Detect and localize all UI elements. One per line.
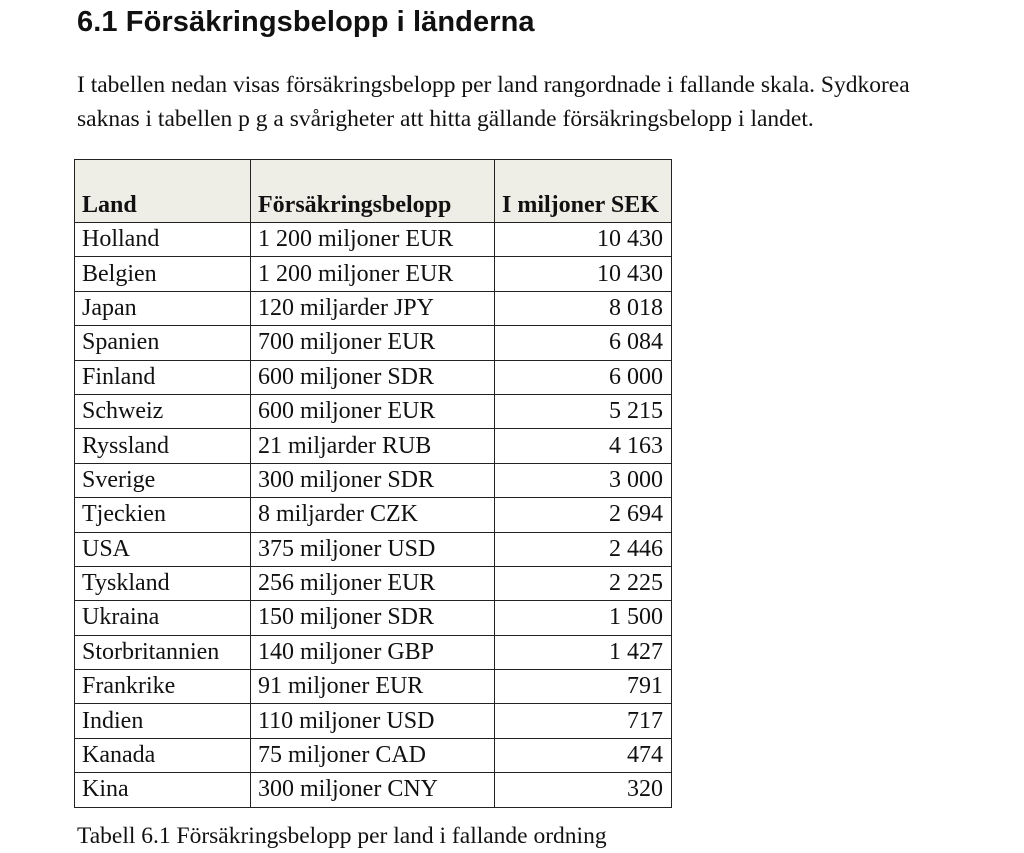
intro-line: saknas i tabellen p g a svårigheter att hitta gällande försäkringsbelopp i landet. (77, 106, 814, 132)
cell-amount: 300 miljoner CNY (251, 773, 495, 807)
cell-sek: 10 430 (495, 223, 672, 257)
cell-amount: 91 miljoner EUR (251, 670, 495, 704)
table-row (75, 738, 672, 772)
table-header-row (75, 160, 672, 223)
intro-paragraph (77, 68, 1022, 136)
cell-amount: 120 miljarder JPY (251, 291, 495, 325)
cell-sek: 2 225 (495, 566, 672, 600)
cell-amount: 8 miljarder CZK (251, 498, 495, 532)
cell-amount: 256 miljoner EUR (251, 566, 495, 600)
cell-amount: 600 miljoner SDR (251, 360, 495, 394)
cell-land: Ryssland (75, 429, 251, 463)
cell-amount: 300 miljoner SDR (251, 463, 495, 497)
table-row (75, 601, 672, 635)
cell-sek: 10 430 (495, 257, 672, 291)
table-row (75, 635, 672, 669)
table-row (75, 394, 672, 428)
table-row (75, 670, 672, 704)
cell-sek: 6 084 (495, 326, 672, 360)
table-row (75, 291, 672, 325)
cell-sek: 2 446 (495, 532, 672, 566)
cell-sek: 474 (495, 738, 672, 772)
cell-amount: 75 miljoner CAD (251, 738, 495, 772)
cell-sek: 791 (495, 670, 672, 704)
cell-sek: 717 (495, 704, 672, 738)
column-header-sek: I miljoner SEK (495, 160, 672, 223)
cell-land: Kina (75, 773, 251, 807)
cell-sek: 1 500 (495, 601, 672, 635)
cell-land: Schweiz (75, 394, 251, 428)
cell-amount: 110 miljoner USD (251, 704, 495, 738)
insurance-table (74, 159, 672, 808)
cell-amount: 140 miljoner GBP (251, 635, 495, 669)
cell-land: Finland (75, 360, 251, 394)
cell-amount: 375 miljoner USD (251, 532, 495, 566)
section-heading: 6.1 Försäkringsbelopp i länderna (77, 6, 535, 38)
cell-sek: 3 000 (495, 463, 672, 497)
cell-sek: 5 215 (495, 394, 672, 428)
table-body (75, 223, 672, 808)
cell-amount: 1 200 miljoner EUR (251, 257, 495, 291)
table-row (75, 463, 672, 497)
table-row (75, 704, 672, 738)
cell-land: Storbritannien (75, 635, 251, 669)
cell-amount: 150 miljoner SDR (251, 601, 495, 635)
cell-land: USA (75, 532, 251, 566)
table-row (75, 223, 672, 257)
table-row (75, 532, 672, 566)
cell-land: Frankrike (75, 670, 251, 704)
cell-sek: 8 018 (495, 291, 672, 325)
cell-land: Ukraina (75, 601, 251, 635)
cell-land: Holland (75, 223, 251, 257)
cell-land: Tjeckien (75, 498, 251, 532)
cell-amount: 600 miljoner EUR (251, 394, 495, 428)
cell-amount: 700 miljoner EUR (251, 326, 495, 360)
cell-land: Kanada (75, 738, 251, 772)
table-row (75, 257, 672, 291)
column-header-land: Land (75, 160, 251, 223)
cell-land: Japan (75, 291, 251, 325)
cell-sek: 2 694 (495, 498, 672, 532)
cell-sek: 6 000 (495, 360, 672, 394)
table-row (75, 326, 672, 360)
cell-sek: 320 (495, 773, 672, 807)
table-row (75, 360, 672, 394)
cell-sek: 4 163 (495, 429, 672, 463)
cell-land: Spanien (75, 326, 251, 360)
cell-land: Indien (75, 704, 251, 738)
cell-land: Belgien (75, 257, 251, 291)
table-caption: Tabell 6.1 Försäkringsbelopp per land i fallande ordning (77, 823, 607, 849)
column-header-amount: Försäkringsbelopp (251, 160, 495, 223)
table-row (75, 773, 672, 807)
table-row (75, 429, 672, 463)
table-row (75, 566, 672, 600)
cell-land: Tyskland (75, 566, 251, 600)
cell-land: Sverige (75, 463, 251, 497)
table-row (75, 498, 672, 532)
cell-sek: 1 427 (495, 635, 672, 669)
cell-amount: 1 200 miljoner EUR (251, 223, 495, 257)
intro-line: I tabellen nedan visas försäkringsbelopp per land rangordnade i fallande skala. Sydkorea (77, 72, 910, 98)
cell-amount: 21 miljarder RUB (251, 429, 495, 463)
